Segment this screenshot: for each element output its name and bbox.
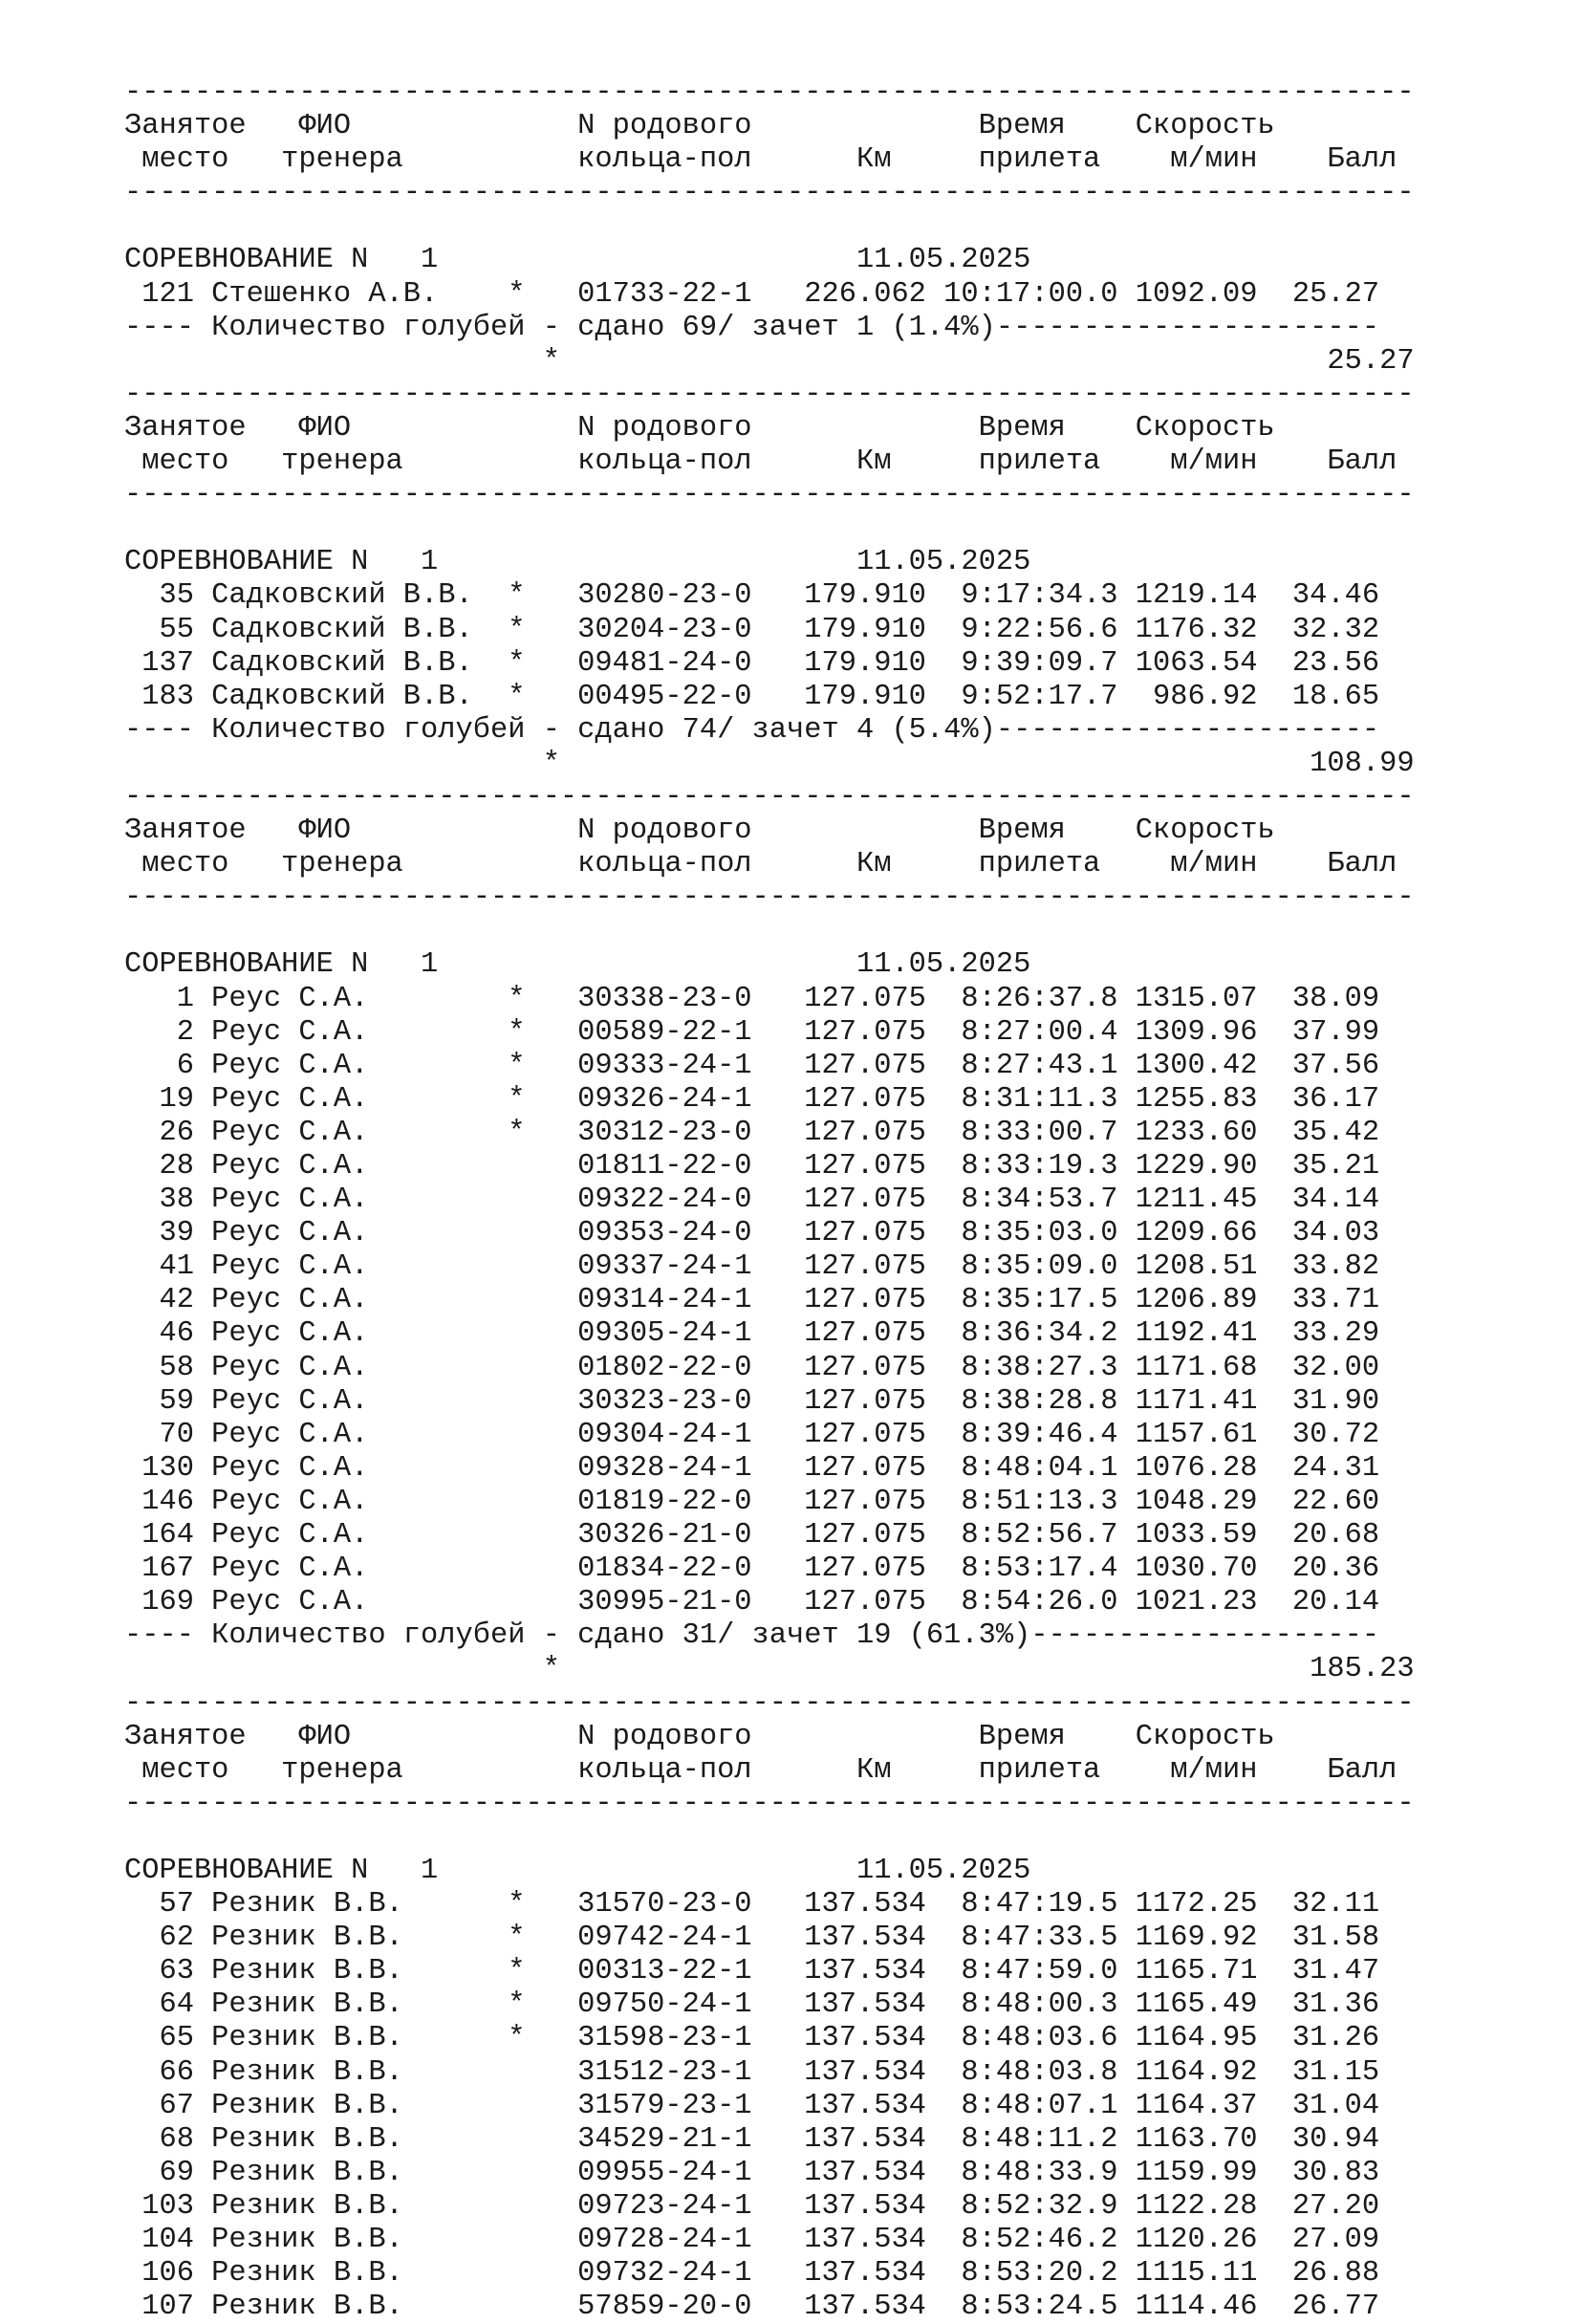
pigeon-count-summary: ---- Количество голубей - сдано 69/ зачет 1 (1.4%)---------------------- (124, 311, 1380, 344)
result-row: 107 Резник В.В. 57859-20-0 137.534 8:53:24.5 1114.46 26.77 (124, 2291, 1380, 2324)
result-row: 169 Реус С.А. 30995-21-0 127.075 8:54:26.0 1021.23 20.14 (124, 1586, 1380, 1619)
result-row: 19 Реус С.А. * 09326-24-1 127.075 8:31:11.3 1255.83 36.17 (124, 1082, 1380, 1116)
result-row: 28 Реус С.А. 01811-22-0 127.075 8:33:19.3 1229.90 35.21 (124, 1150, 1380, 1183)
result-row: 70 Реус С.А. 09304-24-1 127.075 8:39:46.4 1157.61 30.72 (124, 1418, 1380, 1451)
column-header-line-2: место тренера кольца-пол Км прилета м/мин Балл (124, 445, 1397, 479)
result-row: 106 Резник В.В. 09732-24-1 137.534 8:53:20.2 1115.11 26.88 (124, 2257, 1380, 2291)
result-row: 58 Реус С.А. 01802-22-0 127.075 8:38:27.3 1171.68 32.00 (124, 1351, 1380, 1384)
result-row: 183 Садковский В.В. * 00495-22-0 179.910 9:52:17.7 986.92 18.65 (124, 680, 1380, 713)
points-total: * 185.23 (124, 1653, 1415, 1686)
result-row: 121 Стешенко А.В. * 01733-22-1 226.062 10:17:00.0 1092.09 25.27 (124, 277, 1380, 311)
competition-title: СОРЕВНОВАНИЕ N 1 11.05.2025 (124, 1854, 1031, 1887)
competition-title: СОРЕВНОВАНИЕ N 1 11.05.2025 (124, 948, 1031, 982)
column-header-line-2: место тренера кольца-пол Км прилета м/мин Балл (124, 1753, 1397, 1787)
separator-line: -------------------------------------------------------------------------- (124, 479, 1415, 512)
blank-line (124, 210, 1415, 244)
result-row: 2 Реус С.А. * 00589-22-1 127.075 8:27:00.4 1309.96 37.99 (124, 1015, 1380, 1049)
result-row: 63 Резник В.В. * 00313-22-1 137.534 8:47:59.0 1165.71 31.47 (124, 1955, 1380, 1988)
column-header-line-2: место тренера кольца-пол Км прилета м/мин Балл (124, 848, 1397, 881)
competition-title: СОРЕВНОВАНИЕ N 1 11.05.2025 (124, 546, 1031, 579)
result-row: 67 Резник В.В. 31579-23-1 137.534 8:48:07.1 1164.37 31.04 (124, 2089, 1380, 2122)
result-row: 26 Реус С.А. * 30312-23-0 127.075 8:33:00.7 1233.60 35.42 (124, 1116, 1380, 1149)
column-header-line-2: место тренера кольца-пол Км прилета м/мин Балл (124, 143, 1397, 177)
points-total: * 108.99 (124, 747, 1415, 780)
column-header-line-1: Занятое ФИО N родового Время Скорость (124, 411, 1275, 445)
separator-line: -------------------------------------------------------------------------- (124, 881, 1415, 915)
result-row: 66 Резник В.В. 31512-23-1 137.534 8:48:03.8 1164.92 31.15 (124, 2055, 1380, 2089)
result-row: 35 Садковский В.В. * 30280-23-0 179.910 9:17:34.3 1219.14 34.46 (124, 579, 1380, 613)
blank-line (124, 915, 1415, 948)
result-row: 103 Резник В.В. 09723-24-1 137.534 8:52:32.9 1122.28 27.20 (124, 2189, 1380, 2223)
points-total: * 25.27 (124, 344, 1415, 378)
separator-line: -------------------------------------------------------------------------- (124, 177, 1415, 210)
pigeon-count-summary: ---- Количество голубей - сдано 31/ зачет 19 (61.3%)-------------------- (124, 1619, 1380, 1653)
result-row: 65 Резник В.В. * 31598-23-1 137.534 8:48:03.6 1164.95 31.26 (124, 2022, 1380, 2055)
column-header-line-1: Занятое ФИО N родового Время Скорость (124, 110, 1275, 143)
result-row: 104 Резник В.В. 09728-24-1 137.534 8:52:46.2 1120.26 27.09 (124, 2224, 1380, 2256)
result-row: 6 Реус С.А. * 09333-24-1 127.075 8:27:43.1 1300.42 37.56 (124, 1049, 1380, 1082)
result-row: 69 Резник В.В. 09955-24-1 137.534 8:48:33.9 1159.99 30.83 (124, 2156, 1380, 2189)
separator-line: -------------------------------------------------------------------------- (124, 780, 1415, 814)
result-row: 59 Реус С.А. 30323-23-0 127.075 8:38:28.8 1171.41 31.90 (124, 1384, 1380, 1418)
result-row: 38 Реус С.А. 09322-24-0 127.075 8:34:53.7 1211.45 34.14 (124, 1184, 1380, 1217)
pigeon-count-summary: ---- Количество голубей - сдано 74/ зачет 4 (5.4%)---------------------- (124, 713, 1380, 747)
column-header-line-1: Занятое ФИО N родового Время Скорость (124, 814, 1275, 848)
result-row: 62 Резник В.В. * 09742-24-1 137.534 8:47:33.5 1169.92 31.58 (124, 1922, 1380, 1955)
result-row: 130 Реус С.А. 09328-24-1 127.075 8:48:04.1 1076.28 24.31 (124, 1451, 1380, 1485)
results-report (124, 76, 1415, 2324)
result-row: 64 Резник В.В. * 09750-24-1 137.534 8:48:00.3 1165.49 31.36 (124, 1988, 1380, 2022)
blank-line (124, 512, 1415, 546)
separator-line: -------------------------------------------------------------------------- (124, 1787, 1415, 1820)
result-row: 167 Реус С.А. 01834-22-0 127.075 8:53:17.4 1030.70 20.36 (124, 1553, 1380, 1586)
result-row: 39 Реус С.А. 09353-24-0 127.075 8:35:03.0 1209.66 34.03 (124, 1217, 1380, 1250)
separator-line: -------------------------------------------------------------------------- (124, 378, 1415, 411)
result-row: 46 Реус С.А. 09305-24-1 127.075 8:36:34.2 1192.41 33.29 (124, 1317, 1380, 1351)
result-row: 146 Реус С.А. 01819-22-0 127.075 8:51:13.3 1048.29 22.60 (124, 1485, 1380, 1518)
result-row: 41 Реус С.А. 09337-24-1 127.075 8:35:09.0 1208.51 33.82 (124, 1250, 1380, 1284)
column-header-line-1: Занятое ФИО N родового Время Скорость (124, 1720, 1275, 1753)
result-row: 164 Реус С.А. 30326-21-0 127.075 8:52:56.7 1033.59 20.68 (124, 1519, 1380, 1553)
competition-title: СОРЕВНОВАНИЕ N 1 11.05.2025 (124, 244, 1031, 277)
result-row: 137 Садковский В.В. * 09481-24-0 179.910 9:39:09.7 1063.54 23.56 (124, 646, 1380, 680)
result-row: 55 Садковский В.В. * 30204-23-0 179.910 9:22:56.6 1176.32 32.32 (124, 613, 1380, 646)
separator-line: -------------------------------------------------------------------------- (124, 76, 1415, 109)
result-row: 68 Резник В.В. 34529-21-1 137.534 8:48:11.2 1163.70 30.94 (124, 2122, 1380, 2156)
result-row: 1 Реус С.А. * 30338-23-0 127.075 8:26:37.8 1315.07 38.09 (124, 982, 1380, 1015)
blank-line (124, 1821, 1415, 1855)
result-row: 57 Резник В.В. * 31570-23-0 137.534 8:47:19.5 1172.25 32.11 (124, 1888, 1380, 1922)
separator-line: -------------------------------------------------------------------------- (124, 1686, 1415, 1720)
result-row: 42 Реус С.А. 09314-24-1 127.075 8:35:17.5 1206.89 33.71 (124, 1284, 1380, 1317)
